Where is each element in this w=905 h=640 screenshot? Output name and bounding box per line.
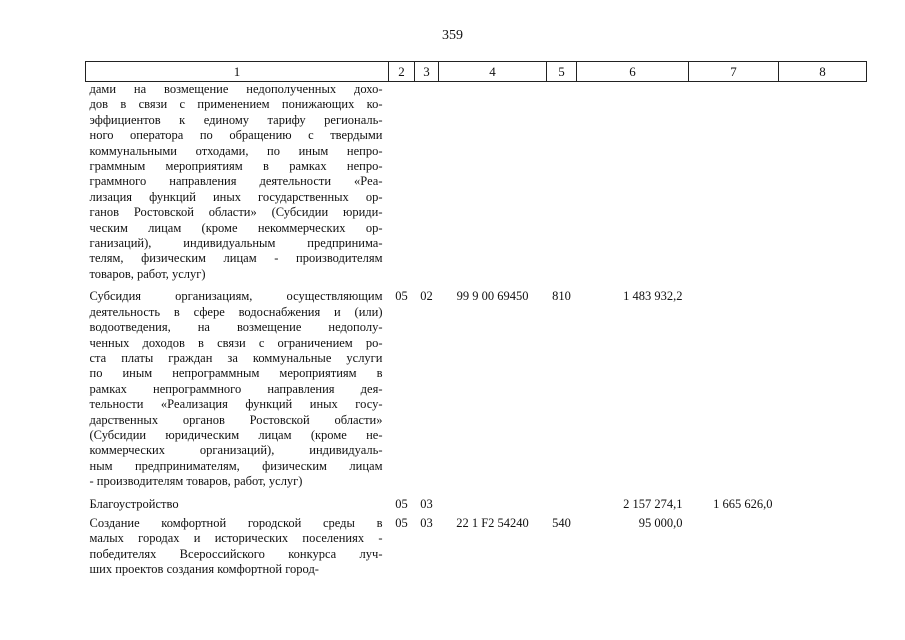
column-header-5: 5 bbox=[547, 62, 577, 82]
item-name-line: ганизаций), индивидуальным предпринима- bbox=[89, 236, 383, 251]
item-name-line: ганов Ростовской области» (Субсидии юриди- bbox=[89, 205, 383, 220]
item-name-line: лизация функций иных государственных ор- bbox=[89, 189, 383, 204]
item-name bbox=[86, 512, 389, 578]
item-name-line: деятельность в сфере водоснабжения и (или) bbox=[89, 304, 383, 319]
item-name-line: граммным мероприятиям в рамках непро- bbox=[89, 159, 383, 174]
amount-col-6: 95 000,0 bbox=[638, 515, 683, 530]
subsection-code bbox=[415, 82, 439, 283]
target-article-code: 99 9 00 69450 bbox=[456, 289, 529, 304]
item-name-line: дов в связи с применением понижающих ко- bbox=[89, 97, 383, 112]
section-code: 05 bbox=[395, 496, 408, 511]
item-name-line: граммного направления деятельности «Реа- bbox=[89, 174, 383, 189]
item-name-line: дарственных органов Ростовской области» bbox=[89, 412, 383, 427]
amount-col-7: 1 665 626,0 bbox=[713, 496, 773, 511]
section-code: 05 bbox=[395, 289, 408, 304]
item-name-line: ным предпринимателям, физическим лицам bbox=[89, 458, 383, 473]
amount-col-7 bbox=[689, 282, 779, 489]
item-name-line: коммерческих организаций), индивидуаль- bbox=[89, 443, 383, 458]
header-row bbox=[86, 62, 867, 82]
item-name-line: водоотведения, на возмещение недополу- bbox=[89, 320, 383, 335]
item-name-line: (Субсидии юридическим лицам (кроме не- bbox=[89, 427, 383, 442]
amount-col-6: 1 483 932,2 bbox=[623, 289, 683, 304]
subsection-code: 03 bbox=[420, 515, 433, 530]
table-row bbox=[86, 490, 867, 512]
subsection-code: 02 bbox=[420, 289, 433, 304]
budget-table bbox=[85, 61, 867, 578]
item-name-line: Создание комфортной городской среды в bbox=[89, 515, 383, 530]
item-name-line: Благоустройство bbox=[89, 496, 179, 511]
item-name-line: - производителям товаров, работ, услуг) bbox=[89, 474, 303, 489]
table-body bbox=[86, 82, 867, 578]
item-name bbox=[86, 82, 389, 283]
column-header-1: 1 bbox=[86, 62, 389, 82]
item-name-line: дами на возмещение недополученных дохо- bbox=[89, 82, 383, 96]
page-number: 359 bbox=[442, 28, 463, 43]
item-name-line: малых городах и исторических поселениях - bbox=[89, 531, 383, 546]
section-code: 05 bbox=[395, 515, 408, 530]
item-name-line: ческим лицам (кроме некоммерческих ор- bbox=[89, 220, 383, 235]
item-name-line: Субсидия организациям, осуществляющим bbox=[89, 289, 383, 304]
target-article-code: 22 1 F2 54240 bbox=[456, 515, 529, 530]
item-name-line: коммунальными отходами, по иным непро- bbox=[89, 143, 383, 158]
amount-col-7 bbox=[689, 82, 779, 283]
amount-col-6: 2 157 274,1 bbox=[623, 496, 683, 511]
expense-type-code bbox=[547, 490, 577, 512]
table-row bbox=[86, 512, 867, 578]
section-code bbox=[389, 82, 415, 283]
expense-type-code: 810 bbox=[552, 289, 571, 304]
item-name-line: рамках непрограммного направления дея- bbox=[89, 381, 383, 396]
column-header-6: 6 bbox=[577, 62, 689, 82]
item-name-line: тельности «Реализация функций иных госу- bbox=[89, 397, 383, 412]
subsection-code: 03 bbox=[420, 496, 433, 511]
column-header-4: 4 bbox=[439, 62, 547, 82]
column-header-2: 2 bbox=[389, 62, 415, 82]
amount-col-8 bbox=[779, 82, 867, 283]
amount-col-8 bbox=[779, 282, 867, 489]
column-header-3: 3 bbox=[415, 62, 439, 82]
expense-type-code: 540 bbox=[552, 515, 571, 530]
target-article-code bbox=[439, 82, 547, 283]
amount-col-6 bbox=[577, 82, 689, 283]
item-name-line: победителях Всероссийского конкурса луч- bbox=[89, 546, 383, 561]
table-row bbox=[86, 282, 867, 489]
amount-col-8 bbox=[779, 512, 867, 578]
item-name-line: ших проектов создания комфортной город- bbox=[89, 562, 319, 577]
expense-type-code bbox=[547, 82, 577, 283]
target-article-code bbox=[439, 490, 547, 512]
column-header-7: 7 bbox=[689, 62, 779, 82]
column-header-8: 8 bbox=[779, 62, 867, 82]
item-name-line: ного оператора по обращению с твердыми bbox=[89, 128, 383, 143]
item-name-line: ста платы граждан за коммунальные услуги bbox=[89, 350, 383, 365]
item-name bbox=[86, 490, 389, 512]
item-name-line: по иным непрограммным мероприятиям в bbox=[89, 366, 383, 381]
item-name-line: телям, физическим лицам - производителям bbox=[89, 251, 383, 266]
item-name-line: ченных доходов в связи с ограничением ро- bbox=[89, 335, 383, 350]
amount-col-8 bbox=[779, 490, 867, 512]
amount-col-7 bbox=[689, 512, 779, 578]
item-name bbox=[86, 282, 389, 489]
item-name-line: эффициентов к единому тарифу региональ- bbox=[89, 112, 383, 127]
item-name-line: товаров, работ, услуг) bbox=[89, 266, 206, 281]
table-row bbox=[86, 82, 867, 283]
